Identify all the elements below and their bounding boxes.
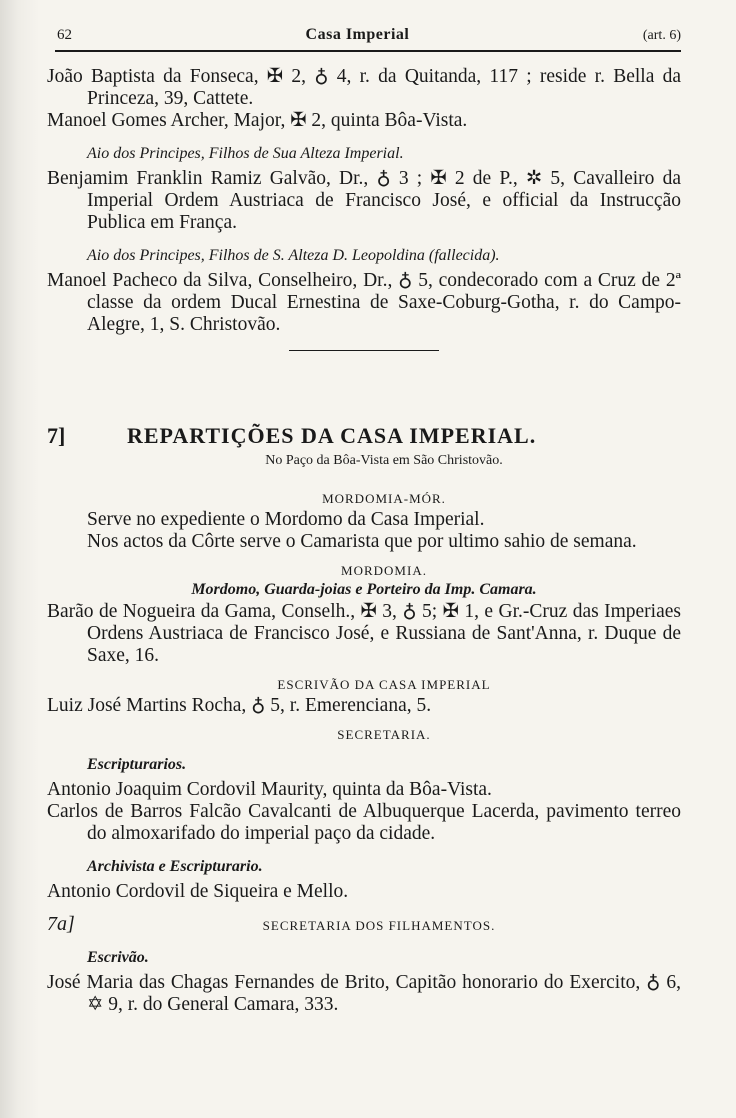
aio-heading-1: Aio dos Principes, Filhos de Sua Alteza Imperial. [87, 144, 404, 162]
running-title: Casa Imperial [305, 26, 410, 43]
page-edge-shadow [0, 0, 40, 1118]
mordomia-subheading: Mordomo, Guarda-joias e Porteiro da Imp. Camara. [191, 580, 537, 598]
section-divider [289, 350, 439, 351]
page-content [47, 26, 681, 1016]
entry-manoel-archer: Manoel Gomes Archer, Major, ✠ 2, quinta Bôa-Vista. [47, 109, 468, 131]
entry-joao-baptista: João Baptista da Fonseca, ✠ 2, ♁ 4, r. da Quitanda, 117 ; reside r. Bella da Princeza, 39, Cattete. [47, 65, 681, 109]
section-title: REPARTIÇÕES DA CASA IMPERIAL. [127, 422, 537, 448]
section-title-row [47, 423, 681, 449]
article-ref: (art. 6) [642, 28, 681, 43]
escripturarios-subheading: Escripturarios. [87, 755, 187, 773]
mordomia-mor-para-1: Serve no expediente o Mordomo da Casa Imperial. [87, 508, 485, 530]
mordomia-mor-para-2: Nos actos da Côrte serve o Camarista que por ultimo sahio de semana. [87, 530, 637, 552]
entry-antonio-mello: Antonio Cordovil de Siqueira e Mello. [47, 880, 349, 902]
escrivao-heading: ESCRIVÃO DA CASA IMPERIAL [277, 676, 491, 692]
entry-antonio-maurity: Antonio Joaquim Cordovil Maurity, quinta da Bôa-Vista. [47, 778, 492, 800]
section-number: 7] [47, 422, 66, 448]
header-rule [55, 50, 681, 52]
filhamentos-heading: SECRETARIA DOS FILHAMENTOS. [262, 917, 496, 933]
entry-benjamim-galvao: Benjamim Franklin Ramiz Galvão, Dr., ♁ 3 ; ✠ 2 de P., ✲ 5, Cavalleiro da Imperial Ordem Austriaca de Francisco José, e official da Instrucção Publica em França. [47, 167, 681, 233]
entry-barao-nogueira: Barão de Nogueira da Gama, Conselh., ✠ 3, ♁ 5; ✠ 1, e Gr.-Cruz das Imperiaes Ordens Austriaca de Francisco José, e Russiana de Sant'Anna, r. Duque de Saxe, 16. [47, 600, 681, 666]
running-head [47, 26, 681, 46]
mordomia-heading: MORDOMIA. [341, 562, 427, 578]
entry-luiz-rocha: Luiz José Martins Rocha, ♁ 5, r. Emerenciana, 5. [47, 694, 432, 716]
archivista-subheading: Archivista e Escripturario. [87, 857, 263, 875]
entry-manoel-pacheco: Manoel Pacheco da Silva, Conselheiro, Dr., ♁ 5, condecorado com a Cruz de 2ª classe da ordem Ducal Ernestina de Saxe-Coburg-Gotha, r. do Campo-Alegre, 1, S. Christovão. [47, 269, 681, 335]
page-number: 62 [57, 27, 72, 43]
secretaria-heading: SECRETARIA. [337, 726, 431, 742]
section-number-7a: 7a] [47, 912, 75, 935]
section-subtitle: No Paço da Bôa-Vista em São Christovão. [265, 452, 503, 468]
entry-jose-brito: José Maria das Chagas Fernandes de Brito, Capitão honorario do Exercito, ♁ 6, ✡ 9, r. do General Camara, 333. [47, 971, 681, 1015]
escrivao-subheading: Escrivão. [87, 948, 149, 966]
filhamentos-row [47, 913, 681, 936]
mordomia-mor-heading: MORDOMIA-MÓR. [322, 490, 446, 506]
aio-heading-2: Aio dos Principes, Filhos de S. Alteza D. Leopoldina (fallecida). [87, 246, 500, 264]
entry-carlos-lacerda: Carlos de Barros Falcão Cavalcanti de Albuquerque Lacerda, pavimento terreo do almoxarifado do imperial paço da cidade. [47, 800, 681, 844]
